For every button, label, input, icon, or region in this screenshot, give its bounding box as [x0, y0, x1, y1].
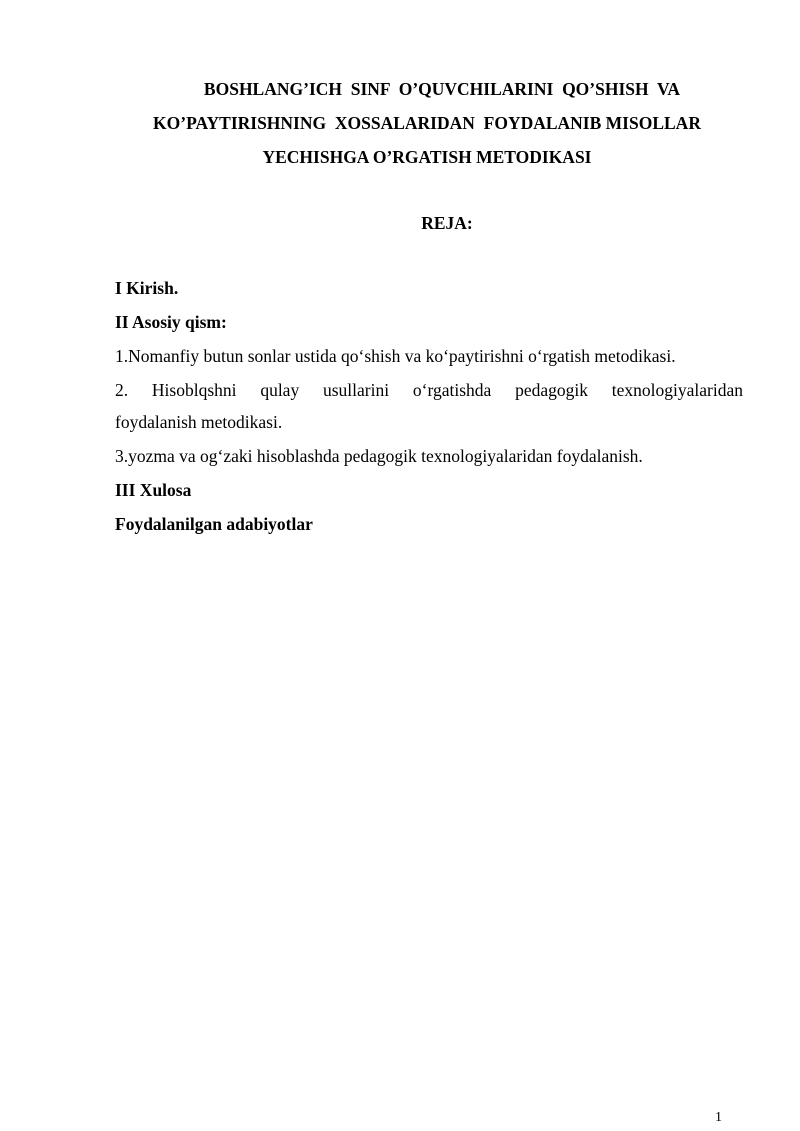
- plan-conclusion: III Xulosa: [115, 480, 192, 500]
- plan-intro: I Kirish.: [115, 278, 179, 298]
- plan-item-2-line-1: 2. Hisoblqshni qulay usullarini o‘rgatishda pedagogik texnologiyalaridan: [115, 380, 743, 400]
- plan-item-2-line-2: foydalanish metodikasi.: [115, 412, 283, 432]
- document-title-line-3: YECHISHGA O’RGATISH METODIKASI: [262, 147, 592, 167]
- page-number: 1: [715, 1110, 722, 1125]
- plan-references: Foydalanilgan adabiyotlar: [115, 514, 313, 534]
- document-title-line-1: BOSHLANG’ICH SINF O’QUVCHILARINI QO’SHISH VA: [203, 79, 681, 99]
- document-title-line-2: KO’PAYTIRISHNING XOSSALARIDAN FOYDALANIB MISOLLAR: [153, 113, 701, 133]
- plan-item-1: 1.Nomanfiy butun sonlar ustida qo‘shish va ko‘paytirishni o‘rgatish metodikasi.: [115, 346, 676, 366]
- plan-main-part: II Asosiy qism:: [115, 312, 227, 332]
- plan-item-3: 3.yozma va og‘zaki hisoblashda pedagogik texnologiyalaridan foydalanish.: [115, 446, 643, 466]
- plan-heading: REJA:: [421, 213, 473, 233]
